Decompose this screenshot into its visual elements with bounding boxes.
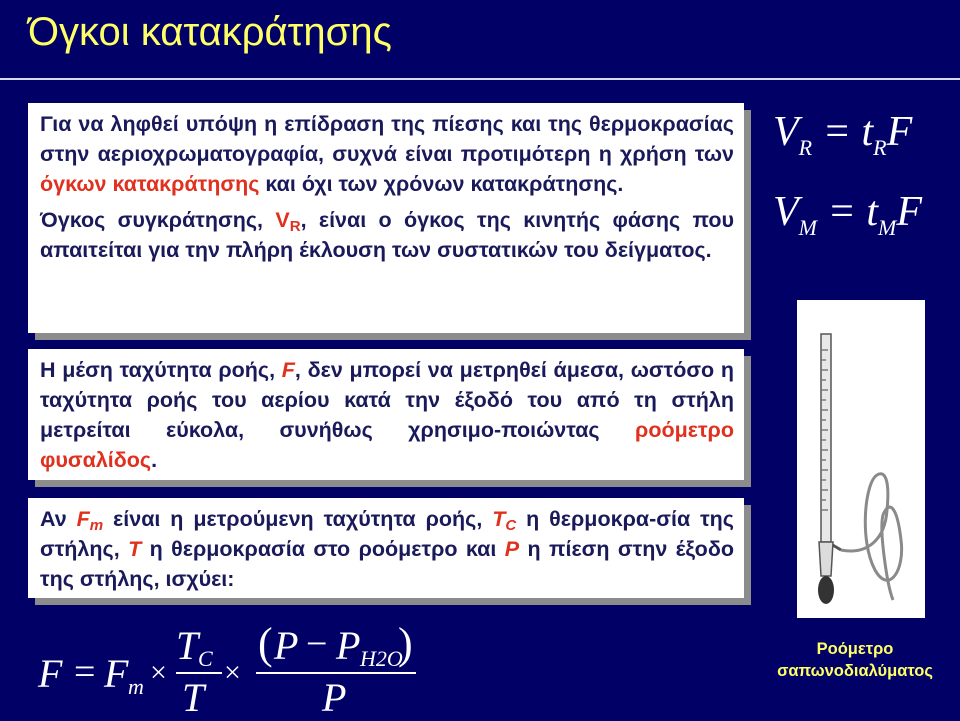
formula-p: P [274,623,299,668]
definition-text: Όγκος συγκράτησης, [40,208,276,232]
formula-t: T [182,675,205,720]
formula-rparen: ) [398,619,413,668]
text-box-retention-volume [28,103,744,333]
formula-fm: F [104,651,129,696]
highlight-bubble-flowmeter: ροόμετρο φυσαλίδος [40,418,734,472]
intro-text-end: και όχι των χρόνων κατακράτησης. [259,172,624,196]
flow-correction-formula [0,610,760,720]
paragraph-definition [40,205,734,265]
formula-equals: = [74,651,96,693]
formula-tc-sub: C [198,646,213,671]
symbol-tc: $T_C$ [492,507,517,534]
formula-times-2: × [224,656,241,689]
title-divider [0,78,960,80]
formula-fm-sub: m [128,674,144,699]
formula-ph2o: P [336,623,361,668]
text-box-flow-rate [28,349,744,480]
formula-p-denominator: P [322,675,347,720]
equation-vr: $V_R = t_RF$ [773,109,913,160]
equation-vm: $V_M = t_MF$ [773,189,922,240]
definition-text-end: , είναι ο όγκος της κινητής φάσης που απαιτείται για την πλήρη έκλουση των συστατικών του δείγματος. [40,208,735,262]
flowmeter-drawing [797,300,925,618]
formula-f: F [38,651,63,696]
page-title: Όγκοι κατακράτησης [28,10,392,54]
caption-line-2: σαπωνοδιαλύματος [777,662,933,680]
paragraph-intro [40,109,734,199]
intro-text: Για να ληφθεί υπόψη η επίδραση της πίεσης και της θερμοκρασίας στην αεριοχρωματογραφία, συχνά είναι προτιμότερη η χρήση των [40,112,734,166]
highlight-retention-volumes: όγκων κατακράτησης [40,172,260,196]
formula-tc: T [176,623,199,668]
formula-ph2o-sub: H2O [360,646,403,671]
soap-bubble-flowmeter-image [797,300,925,618]
paragraph-flow-rate: Η μέση ταχύτητα ροής, F, δεν μπορεί να μετρηθεί άμεσα, ωστόσο η ταχύτητα ροής του αερίου κατά την έξοδό του από τη στήλη μετρείται εύκολα, συνήθως χρησιμο-ποιώντας ροόμετρο φυσαλίδος. [40,358,734,472]
formula-lparen: ( [258,619,273,668]
symbol-fm: $F_m$ [76,507,104,534]
flowmeter-caption [760,638,950,682]
text-box-definitions [28,498,744,598]
formula-times-1: × [150,656,167,689]
symbol-vr: $V_R$ [275,208,301,235]
symbol-t: T [128,537,142,561]
symbol-f: F [281,358,295,382]
paragraph-variables: Αν $F_m$ είναι η μετρούμενη ταχύτητα ροής, $T_C$ η θερμοκρα-σία της στήλης, T η θερμοκρασία στο ροόμετρο και P η πίεση στην έξοδο της στήλης, ισχύει: [40,507,734,591]
caption-line-1: Ροόμετρο [816,640,894,658]
formula-minus: − [306,623,328,665]
symbol-p: P [504,537,520,561]
